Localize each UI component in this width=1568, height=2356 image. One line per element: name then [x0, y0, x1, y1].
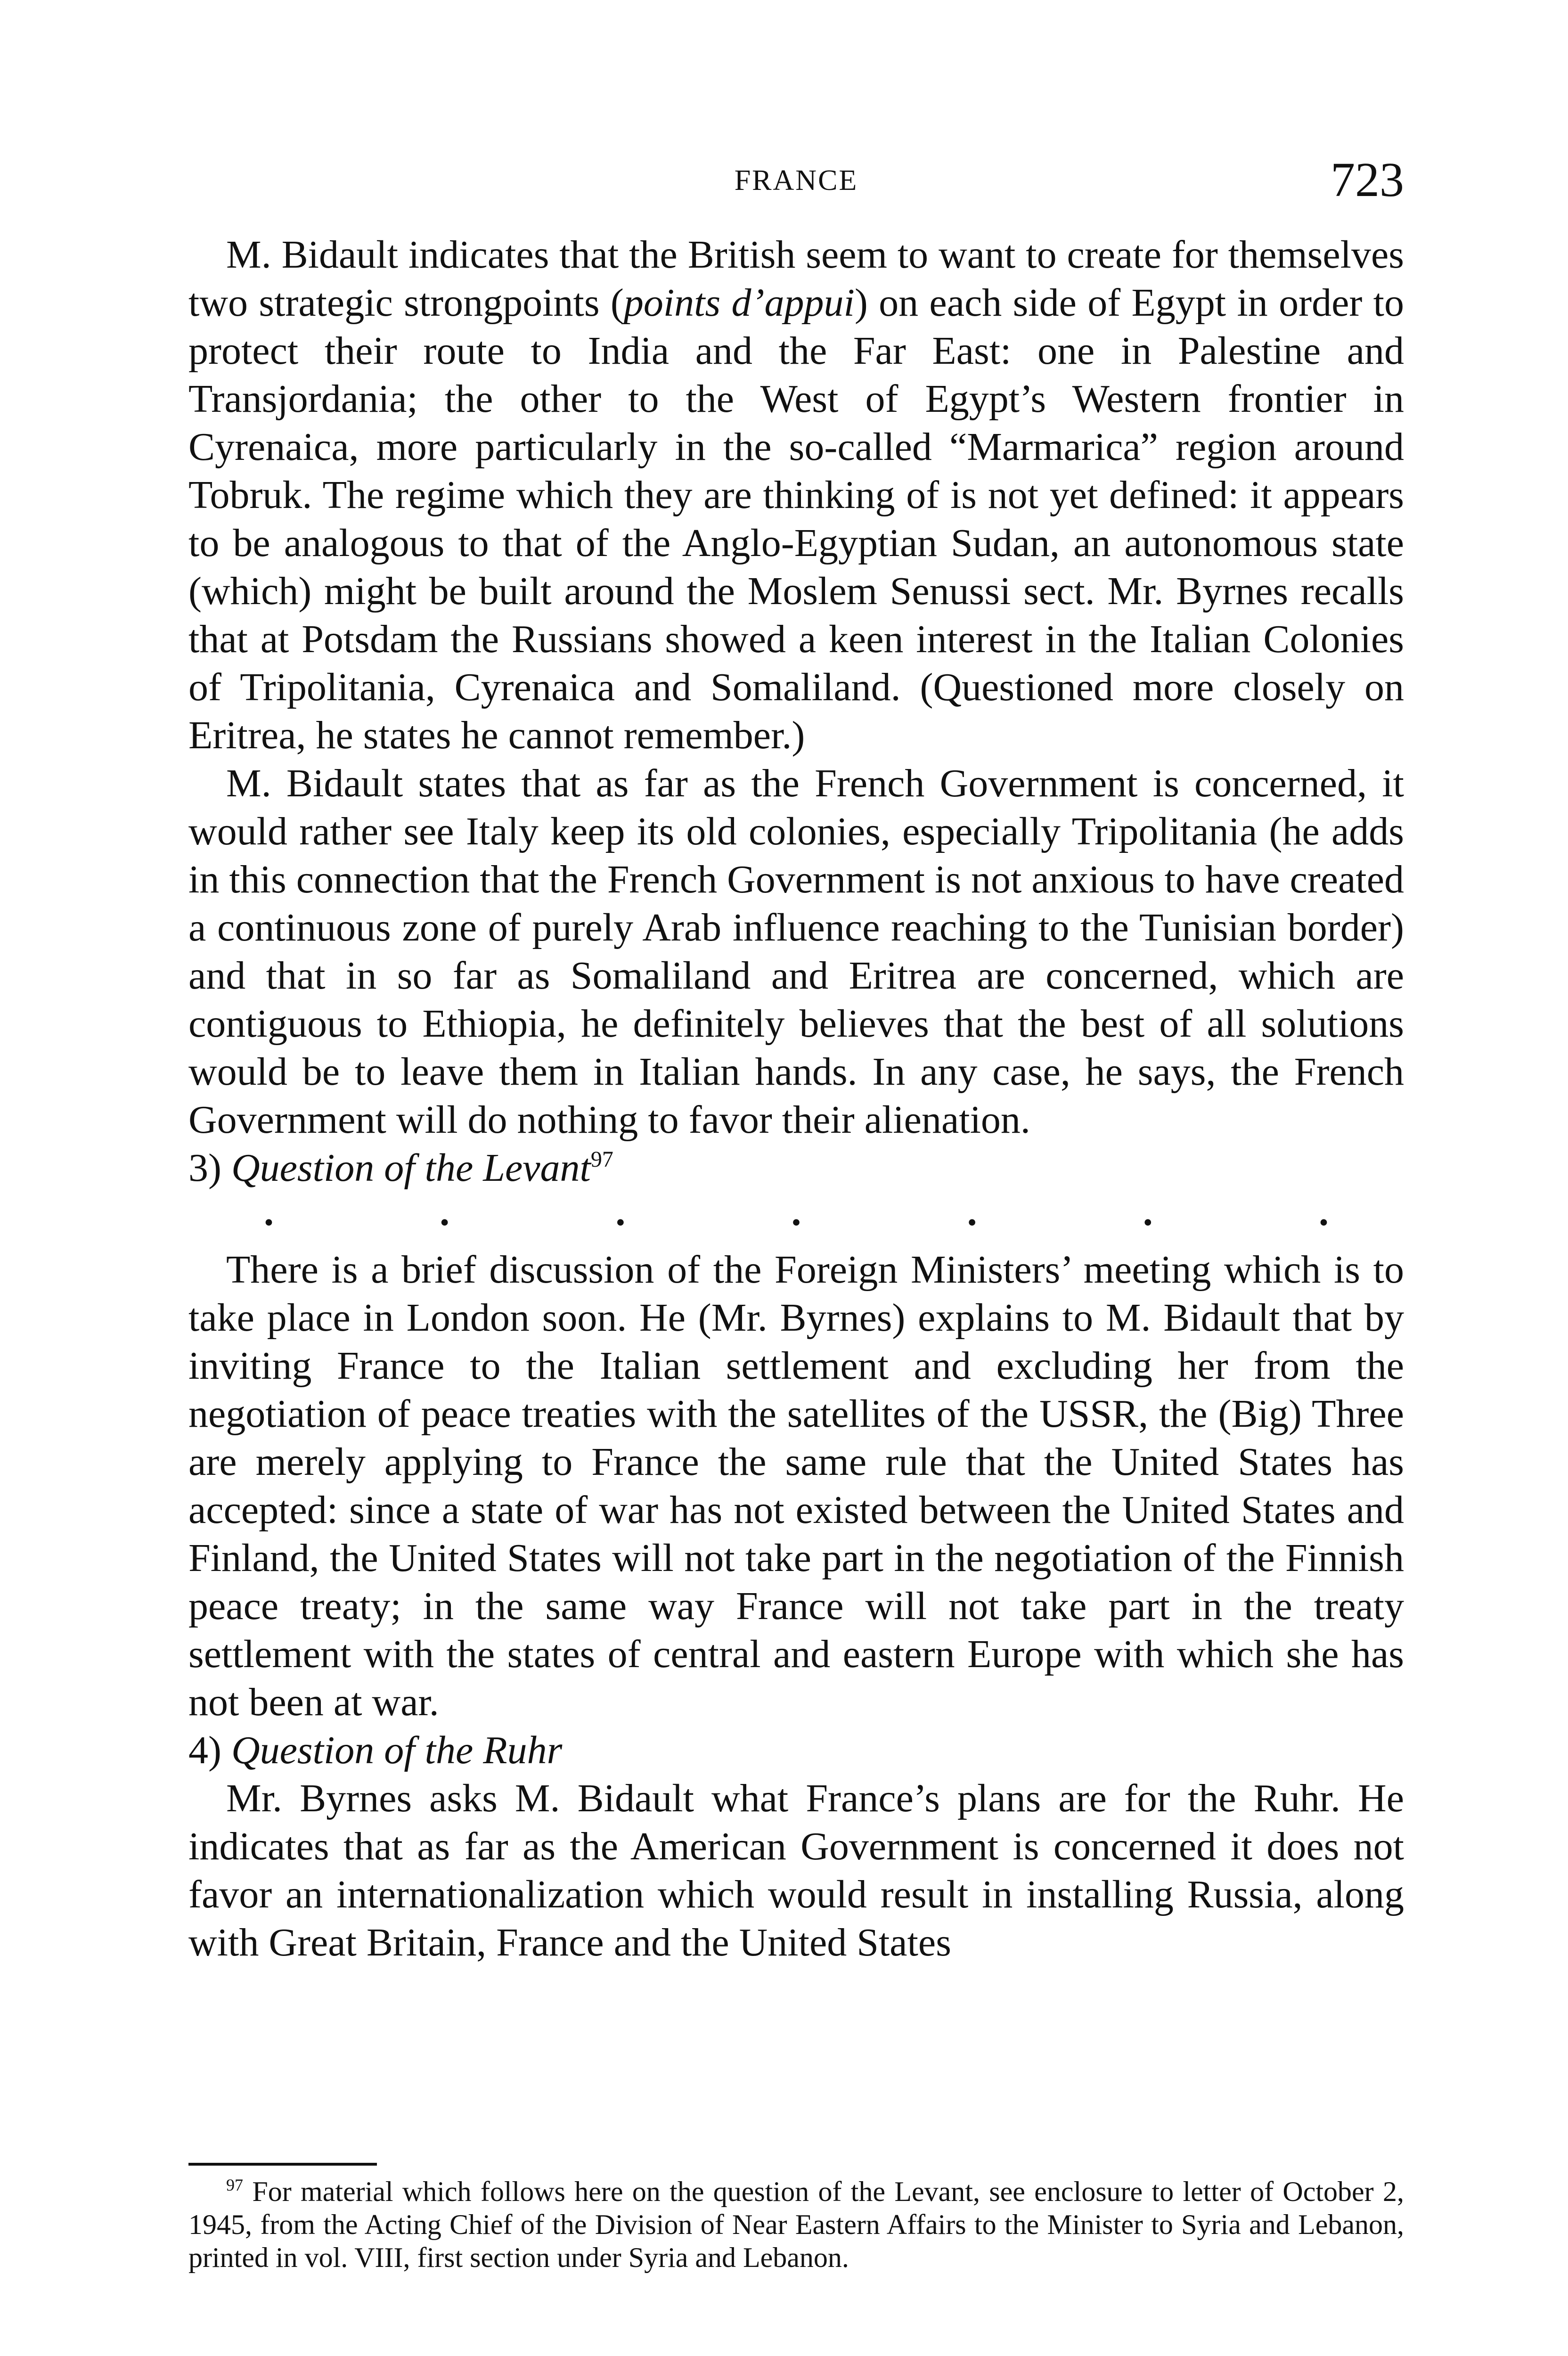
ellipsis-dot: .	[1318, 1190, 1329, 1234]
paragraph-text: Mr. Byrnes asks M. Bidault what France’s plans are for the Ruhr. He indicates that as far as the American Government is concerned it does not favor an internationalization which would result in installing Russia, along with Great Britain, France and the United States	[188, 1776, 1404, 1964]
paragraph-ruhr-plans	[188, 1775, 1404, 1967]
footnote-number: 97	[226, 2176, 243, 2194]
footnote-text: For material which follows here on the question of the Levant, see enclosure to letter of October 2, 1945, from the Acting Chief of the Division of Near Eastern Affairs to the Minister to Syria and Lebanon, printed in vol.	[188, 2176, 1404, 2273]
ellipsis-dot: .	[1143, 1190, 1153, 1234]
footnote-reference: 97	[590, 1147, 613, 1172]
section-heading-ruhr	[188, 1726, 1404, 1775]
paragraph-text: There is a brief discussion of the Foreign Ministers’ meeting which is to take place in London soon. He (Mr. Byrnes) explains to M. Bidault that by inviting France to the Italian settlement and excluding her from the negotiation of peace treaties with the satellites of the USSR, the (Big) Three are merely applying to France the same rule that the United States has accepted: since a state of war has not existed between the United States and Finland, the United States will not take part in the negotiation of the Finnish peace treaty; in the same way France will not take part in the treaty settlement with the states of central and eastern Europe with which she has not been at war.	[188, 1248, 1404, 1724]
running-title: FRANCE	[734, 164, 858, 196]
ellipsis-dot: .	[791, 1190, 801, 1234]
paragraph-text: M. Bidault states that as far as the French Government is concerned, it would rather see Italy keep its old colonies, especially Tripolitania (he adds in this connection that the French Government is not anxious to have created a continuous zone of purely Arab influence reaching to the Tunisian border) and that in so far as Somaliland and Eritrea are concerned, which are contiguous to Ethiopia, he definitely believes that the best of all solutions would be to leave them in Italian hands. In any case, he says, the French Government will do nothing to favor their alienation.	[188, 761, 1404, 1142]
section-heading-levant	[188, 1144, 1404, 1192]
ellipsis-dot: .	[264, 1190, 274, 1234]
paragraph-foreign-ministers-meeting	[188, 1246, 1404, 1726]
footnote-rule	[188, 2163, 377, 2166]
volume-number: VIII	[354, 2242, 403, 2273]
footnote-97	[188, 2175, 1404, 2274]
paragraph-italian-colonies	[188, 760, 1404, 1144]
italic-phrase: points d’appui	[623, 281, 855, 325]
footnote-text: , first section under Syria and Lebanon.	[403, 2242, 849, 2273]
section-title: Question of the Ruhr	[231, 1728, 563, 1772]
running-head	[188, 155, 1404, 212]
paragraph-text: M. Bidault indicates that the British seem to want to create for themselves two strategic strongpoints (	[188, 233, 1404, 325]
ellipsis-dot: .	[440, 1190, 450, 1234]
section-number: 4)	[188, 1728, 221, 1772]
omission-ellipsis	[188, 1190, 1404, 1234]
section-number: 3)	[188, 1146, 221, 1190]
ellipsis-dot: .	[967, 1190, 977, 1234]
paragraph-british-strongpoints	[188, 231, 1404, 760]
footnotes	[188, 2175, 1404, 2274]
ellipsis-dot: .	[615, 1190, 626, 1234]
section-title: Question of the Levant	[231, 1146, 591, 1190]
page-number: 723	[1331, 153, 1404, 207]
paragraph-text: ) on each side of Egypt in order to protect their route to India and the Far East: one in Palestine and Transjordania; the other to the West of Egypt’s Western frontier in Cyrenaica, more particularly in the so-called “Marmarica” region around Tobruk. The regime which they are thinking of is not yet defined: it appears to be analogous to that of the Anglo-Egyptian Sudan, an autonomous state (which) might be built around the Moslem Senussi sect. Mr. Byrnes recalls that at Potsdam the Russians showed a keen interest in the Italian Colonies of Tripolitania, Cyrenaica and Somaliland. (Questioned more closely on Eritrea, he states he cannot remember.)	[188, 281, 1404, 757]
body-text	[188, 231, 1404, 1967]
